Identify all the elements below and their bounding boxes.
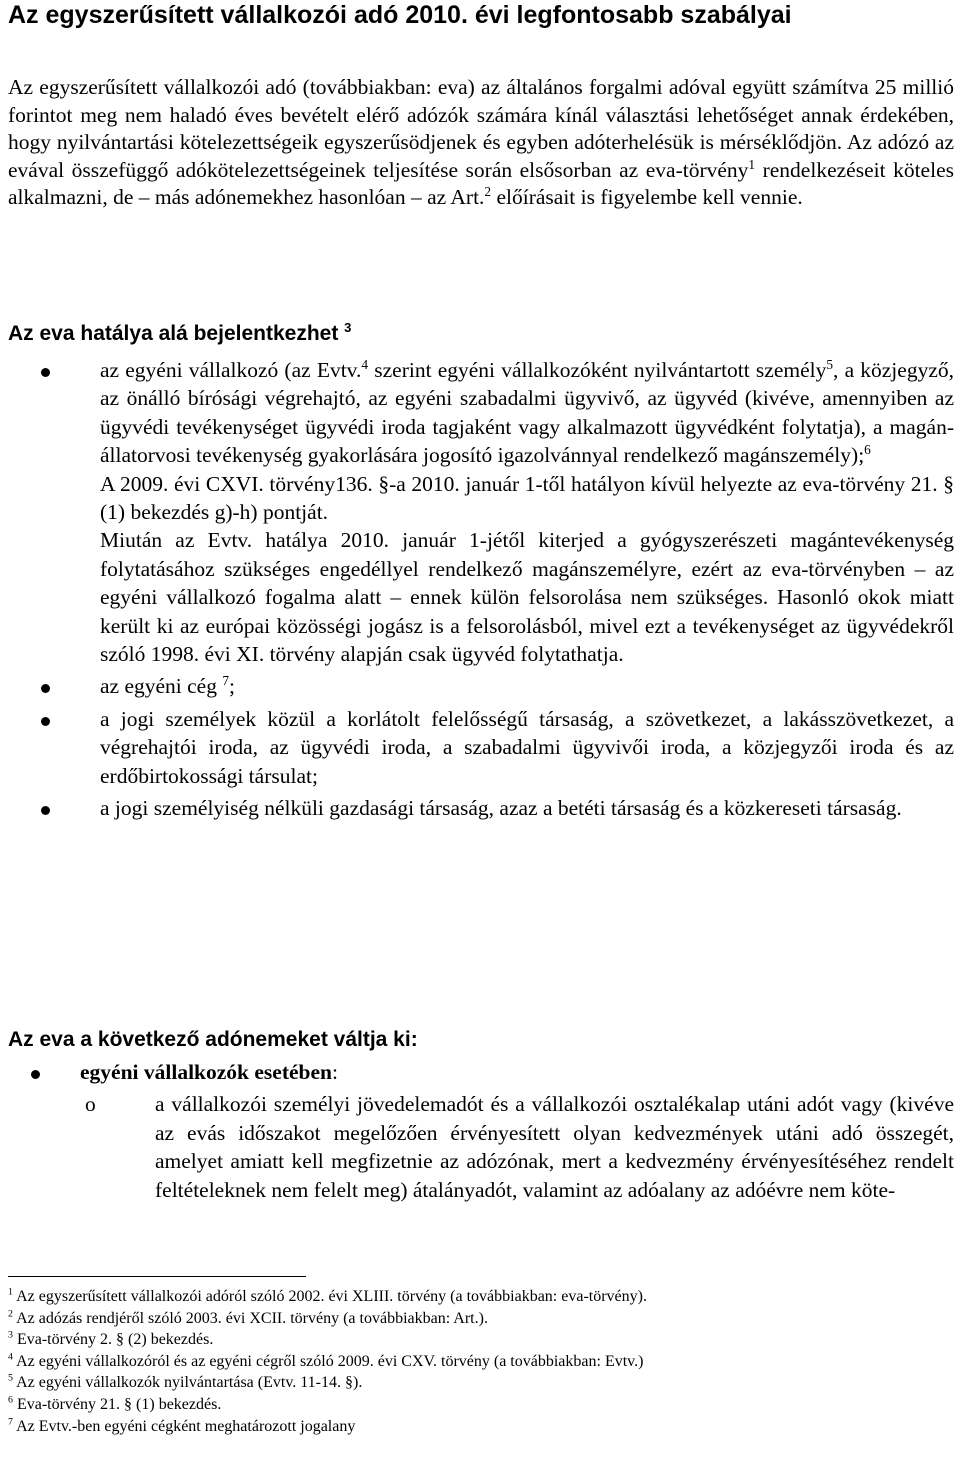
- text-span: a vállalkozói személyi jövedelemadót és a vállalkozói osztalékalap utáni adót vagy (kivéve az evás időszakot megelőzően érvényesített olyan kedvezmények utáni adó összegét, amelyet amiatt kell megfizetnie az adózónak, mert a kedvezmény érvényesítéséhez rendelt feltételeknek nem felelt meg) átalányadót, valamint az adóalany az adóévre nem köte-: [155, 1092, 954, 1202]
- section-heading-text: Az eva hatálya alá bejelentkezhet: [8, 322, 339, 345]
- text-span: :: [332, 1060, 338, 1084]
- bullet-icon: [41, 684, 50, 693]
- list-item-text: A 2009. évi CXVI. törvény136. §-a 2010. január 1-től hatályon kívül helyezte az eva-törvény 21. § (1) bekezdés g)-h) pontját.: [100, 471, 954, 525]
- text-span: a jogi személyek közül a korlátolt felelősségű társaság, a szövetkezet, a lakásszövetkezet, a végrehajtói iroda, az ügyvédi iroda, a szabadalmi ügyvivői iroda, a közjegyzői iroda és az erdőbirtokossági társulat;: [100, 706, 954, 788]
- footnote: [8, 1351, 954, 1373]
- bullet-icon: [41, 806, 50, 815]
- footnote-text: Az egyéni vállalkozóról és az egyéni cégről szóló 2009. évi CXV. törvény (a továbbiakban: Evtv.): [16, 1352, 644, 1370]
- bullet-icon: [41, 717, 50, 726]
- footnote-text: Az adózás rendjéről szóló 2003. évi XCII. törvény (a továbbiakban: Art.).: [16, 1309, 488, 1327]
- footnote-ref[interactable]: 3: [344, 320, 352, 335]
- footnote-ref[interactable]: 1: [748, 156, 756, 172]
- footnote-text: Eva-törvény 2. § (2) bekezdés.: [16, 1331, 214, 1349]
- footnote-text: Eva-törvény 21. § (1) bekezdés.: [16, 1395, 222, 1413]
- document-title: Az egyszerűsített vállalkozói adó 2010. évi legfontosabb szabályai: [8, 1, 792, 29]
- text-span: szerint egyéni vállalkozóként nyilvántartott személy: [368, 358, 827, 382]
- sub-list: [80, 1090, 954, 1204]
- footnote-text: Az egyéni vállalkozók nyilvántartása (Evtv. 11-14. §).: [16, 1374, 363, 1392]
- list-item: [8, 356, 954, 668]
- footnote-ref[interactable]: 2: [484, 184, 492, 200]
- section-heading: Az eva a következő adónemeket váltja ki:: [8, 1028, 418, 1051]
- bullet-icon: [41, 368, 50, 377]
- replaced-taxes-list: [8, 1058, 954, 1204]
- footnote: [8, 1308, 954, 1330]
- text-span: a jogi személyiség nélküli gazdasági társaság, azaz a betéti társaság és a közkereseti társaság.: [100, 796, 902, 821]
- footnotes-list: [8, 1286, 954, 1437]
- footnote: [8, 1372, 954, 1394]
- footnote: [8, 1416, 954, 1438]
- bullet-icon: [31, 1070, 40, 1079]
- footnote: [8, 1286, 954, 1308]
- list-item-text: Miután az Evtv. hatálya 2010. január 1-jétől kiterjed a gyógyszerészeti magántevékenység folytatásához szükséges engedéllyel rendelkező magánszemélyre, ezért az eva-törvényben – az egyéni vállalkozó fogalma alatt – ennek külön felsorolása nem szükséges. Hasonló okok miatt került ki az európai közösségi jogász is a felsorolásból, mivel ezt a tevékenységet az ügyvédekről szóló 1998. évi XI. törvény alapján csak ügyvéd folytathatja.: [100, 528, 954, 667]
- text-span: , a közjegyző, az önálló bírósági végrehajtó, az egyéni szabadalmi ügyvivő, az ügyvéd (kivéve, amennyiben az ügyvédi tevékenységet ügyvédi iroda tagjaként vagy alkalmazott ügyvédként folytatja), a magán-állatorvosi tevékenység gyakorlására jogosító igazolvánnyal rendelkező magánszemély);: [100, 358, 954, 468]
- list-item: [8, 794, 954, 822]
- list-item: [8, 672, 954, 700]
- footnote-text: Az egyszerűsített vállalkozói adóról szóló 2002. évi XLIII. törvény (a továbbiakban: eva-törvény).: [16, 1288, 647, 1305]
- footnote: [8, 1329, 954, 1351]
- footnote-number: 2: [8, 1308, 13, 1320]
- footnote-number: 4: [8, 1351, 13, 1363]
- list-item-text: [100, 356, 954, 470]
- footnote-number: 3: [8, 1329, 13, 1341]
- section-heading: [8, 322, 351, 346]
- intro-text: Az egyszerűsített vállalkozói adó (továbbiakban: eva) az általános forgalmi adóval együtt számítva 25 millió forintot meg nem haladó éves bevételt elérő adózók számára kínál választási lehetőséget annak érdekében, hogy nyilvántartási kötelezettségeik egyszerűsödjenek és egyben adóterhelésük is mérséklődjön. Az adózó az evával összefüggő adókötelezettségeinek teljesítése során elsősorban az eva-törvény: [8, 75, 954, 182]
- footnote-text: Az Evtv.-ben egyéni cégként meghatározott jogalany: [16, 1417, 356, 1435]
- footnote-ref[interactable]: 5: [826, 356, 834, 372]
- text-span: az egyéni cég: [100, 674, 217, 699]
- circle-bullet-icon: o: [85, 1092, 96, 1117]
- list-item: [8, 1058, 954, 1204]
- footnote-number: 5: [8, 1373, 13, 1385]
- list-item: [8, 705, 954, 790]
- text-span: az egyéni vállalkozó (az Evtv.: [100, 358, 362, 382]
- intro-text: rendelkezéseit köteles alkalmazni, de – más adónemekhez hasonlóan – az Art.: [8, 157, 954, 210]
- footnote-divider: [8, 1276, 306, 1277]
- intro-paragraph: [8, 74, 954, 212]
- footnote-ref[interactable]: 4: [361, 356, 369, 372]
- footnote-number: 7: [8, 1416, 13, 1428]
- footnote-ref[interactable]: 7: [222, 673, 230, 689]
- footnote-number: 1: [8, 1286, 13, 1298]
- eligibility-list: [8, 356, 954, 823]
- intro-text: előírásait is figyelembe kell vennie.: [491, 185, 803, 210]
- footnote: [8, 1394, 954, 1416]
- sub-list-item: [80, 1090, 954, 1204]
- footnote-ref[interactable]: 6: [864, 442, 871, 458]
- footnote-number: 6: [8, 1394, 13, 1406]
- list-item-label: egyéni vállalkozók esetében: [80, 1060, 333, 1084]
- text-span: ;: [229, 674, 236, 699]
